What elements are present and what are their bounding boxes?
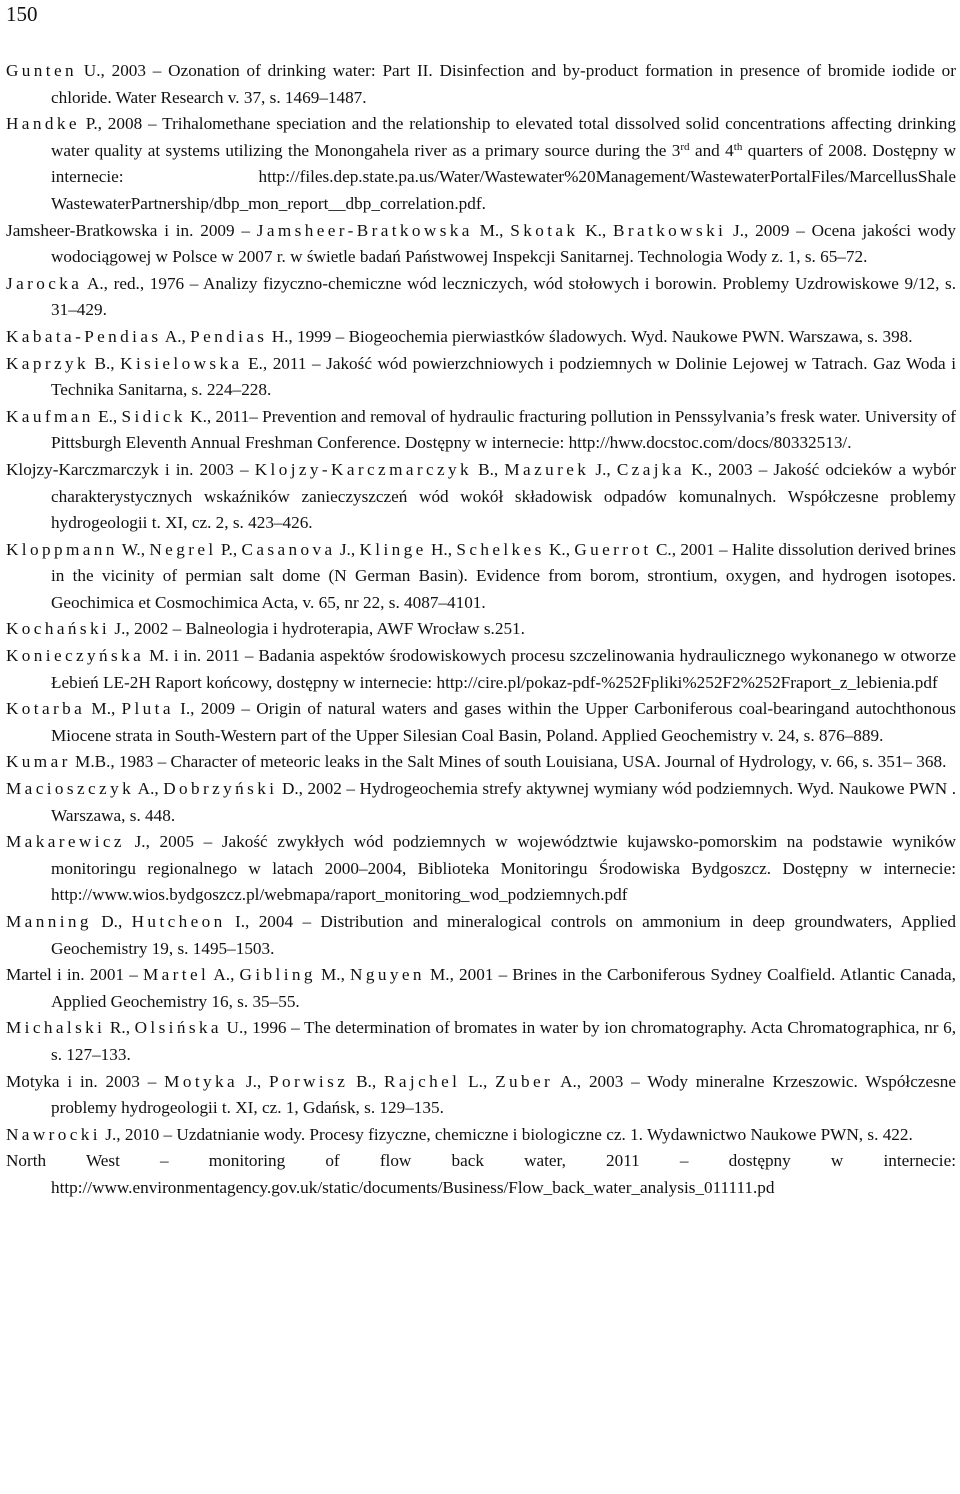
author-name: Makarewicz — [6, 832, 125, 852]
reference-text: J., 2005 – Jakość zwykłych wód podziemnych w województwie kujawsko-pomorskim na podstawie wyników monitoringu regionalnego w latach 2000–2004, Biblioteka Monitoringu Środowiska Bydgoszcz. Dostępny w internecie: http://www.wios.bydgoszcz.pl/webmapa/raport_monitoring_wod_podziemnych.pdf — [51, 832, 956, 905]
reference-entry — [6, 1069, 956, 1122]
author-name: Negrel — [149, 539, 217, 559]
reference-lead: Jamsheer-Bratkowska i in. 2009 – — [6, 220, 257, 240]
author-name: Gunten — [6, 61, 77, 80]
author-name: Jamsheer-Bratkowska — [256, 220, 473, 240]
reference-entry — [6, 962, 956, 1015]
reference-entry — [6, 696, 956, 749]
reference-text: K., — [578, 220, 613, 240]
author-name: Kotarba — [6, 699, 86, 719]
reference-text: North West – monitoring of flow back water, 2011 – dostępny w internecie: http://www.environmentagency.gov.uk/static/documents/Business/Flow_back_water_analysis_011111.pd — [6, 1151, 956, 1197]
reference-entry — [6, 537, 956, 617]
author-name: Kochański — [6, 619, 111, 639]
author-name: Casanova — [241, 539, 336, 559]
author-name: Dobrzyński — [163, 779, 278, 799]
reference-list — [6, 58, 956, 1202]
reference-text: J., 2009 – Ocena jakości wody wodociągowej w Polsce w 2007 r. w świetle badań Państwowej Inspekcji Sanitarnej. Technologia Wody z. 1, s. 65–72. — [51, 220, 956, 267]
author-name: Kaprzyk — [6, 353, 89, 373]
author-name: Konieczyńska — [6, 646, 145, 666]
reference-text: B., — [472, 459, 505, 479]
reference-text: L., — [460, 1071, 496, 1091]
reference-text: A., 2003 – Wody mineralne Krzeszowic. Współczesne problemy hydrogeologii t. XI, cz. 1, Gdańsk, s. 129–135. — [51, 1071, 956, 1118]
author-name: Klojzy-Karczmarczyk — [254, 459, 473, 479]
superscript: th — [733, 140, 743, 153]
author-name: Handke — [6, 114, 80, 134]
superscript: rd — [680, 140, 690, 153]
reference-text: M. i in. 2011 – Badania aspektów środowiskowych procesu szczelinowania hydraulicznego wykonanego w otworze Łebień LE-2H Raport końcowy, dostępny w internecie: http://cire.pl/pokaz-pdf-%252Fpliki%252F2%252Fraport_z_lebienia.pdf — [51, 646, 956, 692]
reference-lead: Motyka i in. 2003 – — [6, 1071, 165, 1091]
reference-text: U., 1996 – The determination of bromates in water by ion chromatography. Acta Chromatographica, nr 6, s. 127–133. — [51, 1018, 956, 1064]
reference-text: B., — [348, 1071, 385, 1091]
author-name: Olsińska — [134, 1018, 222, 1038]
reference-text: and 4 — [689, 140, 734, 160]
author-name: Kisielowska — [120, 353, 243, 373]
reference-text: A., — [134, 779, 164, 799]
reference-text: H., — [426, 539, 457, 559]
author-name: Czajka — [616, 459, 685, 479]
reference-text: K., 2011– Prevention and removal of hydraulic fracturing pollution in Penssylvania’s fresk water. University of Pittsburgh Eleventh Annual Freshman Conference. Dostępny w internecie: http://hww.docstoc.com/docs/80332513/. — [51, 406, 956, 453]
reference-entry — [6, 1015, 956, 1068]
reference-entry — [6, 404, 956, 457]
reference-text: quarters of 2008. Dostępny w internecie: http://files.dep.state.pa.us/Water/Wastewater%20Management/WastewaterPortalFiles/MarcellusShale WastewaterPartnership/dbp_mon_report__dbp_correlation.pdf. — [51, 140, 957, 213]
reference-entry — [6, 1148, 956, 1201]
reference-text: J., — [238, 1071, 270, 1091]
author-name: Kumar — [6, 752, 71, 772]
reference-text: M., — [315, 965, 351, 985]
reference-text: M.B., 1983 – Character of meteoric leaks in the Salt Mines of south Louisiana, USA. Journal of Hydrology, v. 66, s. 351– 368. — [70, 752, 947, 772]
author-name: Rajchel — [384, 1071, 461, 1091]
reference-entry — [6, 324, 956, 351]
author-name: Mazurek — [504, 459, 590, 479]
reference-text: J., — [589, 459, 617, 479]
reference-text: P., — [216, 539, 242, 559]
author-name: Sidick — [121, 406, 186, 426]
reference-lead: Martel i in. 2001 – — [6, 965, 143, 985]
reference-text: K., 2003 – Jakość odcieków a wybór charakterystycznych wskaźników zanieczyszczeń wód wokół składowisk odpadów komunalnych. Współczesne problemy hydrogeologii t. XI, cz. 2, s. 423–426. — [51, 459, 956, 533]
author-name: Pluta — [121, 699, 174, 719]
reference-text: W., — [117, 539, 150, 559]
reference-entry — [6, 271, 956, 324]
author-name: Gibling — [239, 965, 316, 985]
author-name: Macioszczyk — [6, 779, 135, 799]
reference-text: D., 2002 – Hydrogeochemia strefy aktywnej wymiany wód podziemnych. Wyd. Naukowe PWN . Warszawa, s. 448. — [51, 779, 957, 825]
reference-text: E., 2011 – Jakość wód powierzchniowych i podziemnych w Dolinie Lejowej w Tatrach. Gaz Woda i Technika Sanitarna, s. 224–228. — [51, 353, 956, 400]
page-number: 150 — [6, 2, 38, 26]
author-name: Porwisz — [269, 1071, 349, 1091]
reference-text: H., 1999 – Biogeochemia pierwiastków śladowych. Wyd. Naukowe PWN. Warszawa, s. 398. — [267, 326, 913, 346]
author-name: Skotak — [510, 220, 579, 240]
reference-entry — [6, 829, 956, 909]
author-name: Motyka — [164, 1071, 239, 1091]
reference-text: B., — [88, 353, 121, 373]
reference-text: J., 2010 – Uzdatnianie wody. Procesy fizyczne, chemiczne i biologiczne cz. 1. Wydawnictwo Naukowe PWN, s. 422. — [100, 1124, 913, 1144]
author-name: Manning — [6, 912, 92, 931]
author-name: Klinge — [359, 539, 427, 559]
reference-entry — [6, 111, 956, 217]
reference-text: M., 2001 – Brines in the Carboniferous Sydney Coalfield. Atlantic Canada, Applied Geochemistry 16, s. 35–55. — [51, 965, 956, 1011]
reference-entry — [6, 1122, 956, 1149]
author-name: Martel — [142, 965, 210, 985]
author-name: Hutcheon — [131, 912, 226, 931]
reference-text: J., 2002 – Balneologia i hydroterapia, AWF Wrocław s.251. — [110, 619, 525, 639]
reference-text: I., 2009 – Origin of natural waters and gases within the Upper Carboniferous coal-bearingand autochthonous Miocene strata in South-Western part of the Upper Silesian Coal Basin, Poland. Applied Geochemistry v. 24, s. 876–889. — [51, 699, 956, 745]
author-name: Guerrot — [574, 539, 652, 559]
author-name: Michalski — [6, 1018, 106, 1038]
reference-text: C., 2001 – Halite dissolution derived brines in the vicinity of permian salt dome (N German Basin). Evidence from borom, strontium, oxygen, and hydrogen isotopes. Geochimica et Cosmochimica Acta, v. 65, nr 22, s. 4087–4101. — [51, 539, 956, 612]
author-name: Nawrocki — [6, 1124, 101, 1144]
reference-entry — [6, 643, 956, 696]
reference-text: U., 2003 – Ozonation of drinking water: Part II. Disinfection and by-product formation in presence of bromide iodide or chloride. Water Research v. 37, s. 1469–1487. — [51, 61, 956, 107]
reference-entry — [6, 218, 956, 271]
reference-text: M., — [472, 220, 511, 240]
reference-entry — [6, 58, 956, 111]
reference-lead: Klojzy-Karczmarczyk i in. 2003 – — [6, 459, 255, 479]
author-name: Schelkes — [456, 539, 545, 559]
reference-text: A., red., 1976 – Analizy fizyczno-chemiczne wód leczniczych, wód stołowych i borowin. Problemy Uzdrowiskowe 9/12, s. 31–429. — [51, 273, 956, 320]
reference-text: R., — [105, 1018, 135, 1038]
reference-text: M., — [85, 699, 122, 719]
reference-text: A., — [161, 326, 191, 346]
author-name: Kaufman — [6, 406, 94, 426]
reference-text: E., — [93, 406, 122, 426]
reference-entry — [6, 749, 956, 776]
reference-entry — [6, 457, 956, 537]
reference-text: I., 2004 – Distribution and mineralogical controls on ammonium in deep groundwaters, Applied Geochemistry 19, s. 1495–1503. — [51, 912, 956, 958]
author-name: Bratkowski — [613, 220, 727, 240]
reference-text: J., — [335, 539, 360, 559]
reference-text: K., — [544, 539, 575, 559]
reference-entry — [6, 909, 956, 962]
reference-text: A., — [209, 965, 240, 985]
author-name: Jarocka — [6, 273, 83, 293]
author-name: Zuber — [495, 1071, 554, 1091]
reference-entry — [6, 776, 956, 829]
author-name: Kabata-Pendias — [6, 326, 162, 346]
reference-entry — [6, 351, 956, 404]
reference-text: P., 2008 – Trihalomethane speciation and the relationship to elevated total dissolved solid concentrations affecting drinking water quality at systems utilizing the Monongahela river as a primary source during the 3 — [51, 114, 956, 160]
reference-entry — [6, 616, 956, 643]
author-name: Kloppmann — [6, 539, 118, 559]
reference-text: D., — [91, 912, 132, 931]
author-name: Nguyen — [350, 965, 425, 985]
author-name: Pendias — [190, 326, 268, 346]
